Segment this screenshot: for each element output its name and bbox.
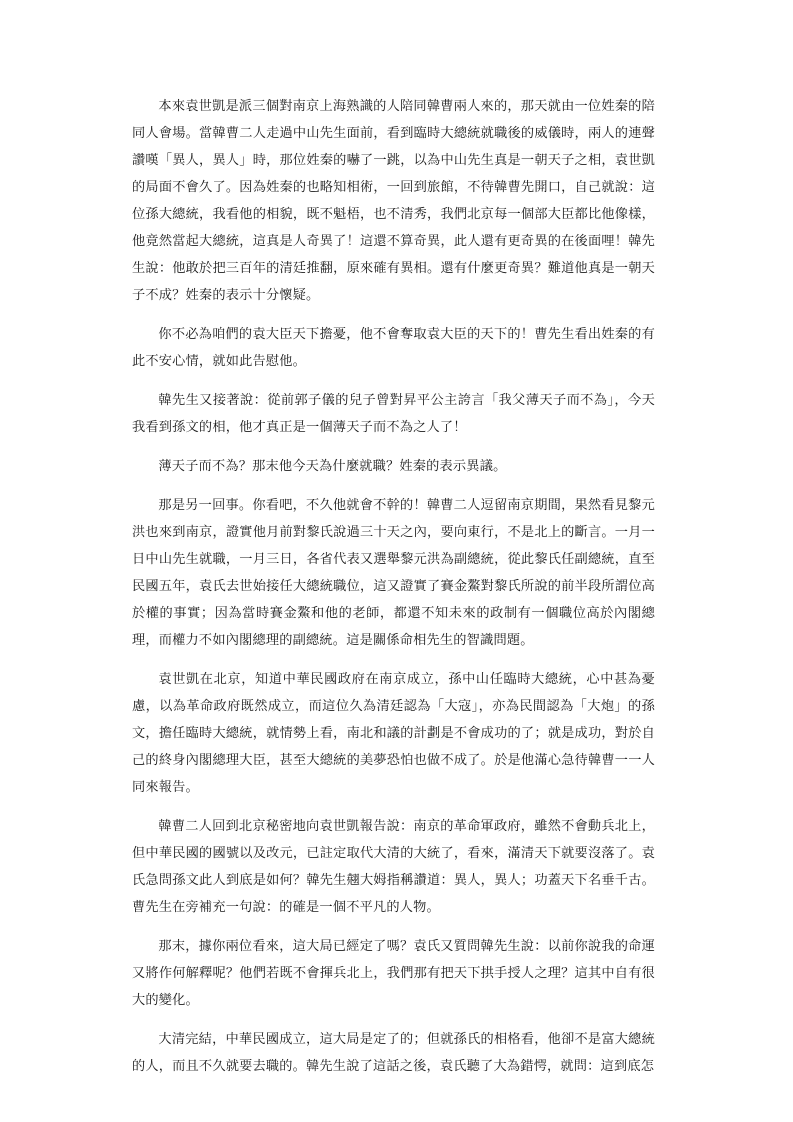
paragraph: 那是另一回事。你看吧，不久他就會不幹的！韓曹二人逗留南京期間，果然看見黎元洪也來到南京，證實他月前對黎氏說過三十天之內，要向東行，不是北上的斷言。一月一日中山先生就職，一月三日，各省代表又選舉黎元洪為副總統，從此黎氏任副總統，直至民國五年，袁氏去世始接任大總統職位，這又證實了賽金鰲對黎氏所說的前半段所謂位高於權的事實；因為當時賽金鰲和他的老師，都還不知未來的政制有一個職位高於內閣總理，而權力不如內閣總理的副總統。這是關係命相先生的智識問題。 — [132, 498, 655, 648]
paragraph: 那末，據你兩位看來，這大局已經定了嗎？袁氏又質問韓先生說：以前你說我的命運又將作何解釋呢？他們若既不會揮兵北上，我們那有把天下拱手授人之理？這其中自有很大的變化。 — [132, 939, 655, 1008]
paragraph: 韓曹二人回到北京秘密地向袁世凱報告說：南京的革命軍政府，雖然不會動兵北上，但中華民國的國號以及改元，已註定取代大清的大統了，看來，滿清天下就要沒落了。袁氏急問孫文此人到底是如何？韓先生翹大姆指稱讚道：異人，異人；功蓋天下名垂千古。曹先生在旁補充一句說：的確是一個不平凡的人物。 — [132, 819, 655, 915]
paragraph: 大清完結，中華民國成立，這大局是定了的；但就孫氏的相格看，他卻不是富大總統的人，而且不久就要去職的。韓先生說了這話之後，袁氏聽了大為錯愕，就問：這到底怎 — [132, 1032, 655, 1074]
paragraph: 本來袁世凱是派三個對南京上海熟識的人陪同韓曹兩人來的，那天就由一位姓秦的陪同人會場。當韓曹二人走過中山先生面前，看到臨時大總統就職後的威儀時，兩人的連聲讚嘆「異人，異人」時，那位姓秦的嚇了一跳，以為中山先生真是一朝天子之相，袁世凱的局面不會久了。因為姓秦的也略知相術，一回到旅館，不待韓曹先開口，自己就說：這位孫大總統，我看他的相貌，既不魁梧，也不清秀，我們北京每一個部大臣都比他像樣，他竟然當起大總統，這真是人奇異了！這還不算奇異，此人還有更奇異的在後面哩！韓先生說：他敢於把三百年的清廷推翻，原來確有異相。還有什麼更奇異？難道他真是一朝天子不成？姓秦的表示十分懷疑。 — [132, 99, 655, 303]
paragraph: 袁世凱在北京，知道中華民國政府在南京成立，孫中山任臨時大總統，心中甚為憂慮，以為革命政府既然成立，而這位久為清廷認為「大寇」，亦為民間認為「大炮」的孫文，擔任臨時大總統，就情勢上看，南北和議的計劃是不會成功的了；就是成功，對於自己的終身內閣總理大臣，甚至大總統的美夢恐怕也做不成了。於是他滿心急待韓曹一一人同來報告。 — [132, 672, 655, 795]
paragraph: 你不必為咱們的袁大臣天下擔憂，他不會奪取袁大臣的天下的！曹先生看出姓秦的有此不安心情，就如此告慰他。 — [132, 327, 655, 369]
paragraph: 韓先生又接著說：從前郭子儀的兒子曾對昇平公主誇言「我父薄天子而不為」，今天我看到孫文的相，他才真正是一個薄天子而不為之人了！ — [132, 393, 655, 435]
paragraph: 薄天子而不為？那末他今天為什麼就職？姓秦的表示異議。 — [158, 459, 507, 474]
